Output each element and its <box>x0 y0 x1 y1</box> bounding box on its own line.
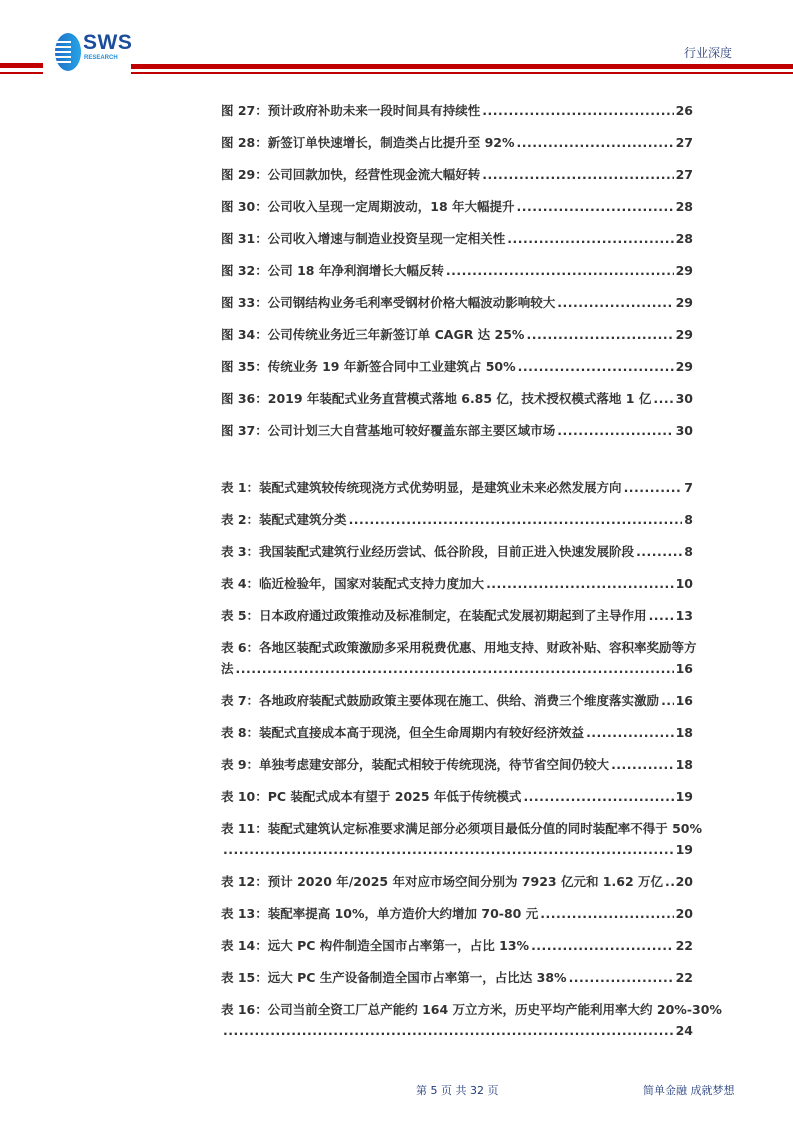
toc-entry-title: 表 7：各地政府装配式鼓励政策主要体现在施工、供给、消费三个维度落实激励 <box>221 693 660 708</box>
toc-entry-title: 表 6：各地区装配式政策激励多采用税费优惠、用地支持、财政补贴、容积率奖励等方 <box>221 640 697 655</box>
toc-entry-page: 13 <box>675 608 693 623</box>
dot-leader <box>569 967 674 988</box>
toc-entry[interactable] <box>221 690 693 711</box>
header-rule-left <box>0 63 43 68</box>
toc-entry[interactable] <box>221 420 693 441</box>
dot-leader <box>586 722 674 743</box>
toc-entry[interactable] <box>221 132 693 153</box>
toc-entry-title: 图 27：预计政府补助未来一段时间具有持续性 <box>221 103 481 118</box>
table-list <box>221 477 722 1041</box>
toc-entry[interactable] <box>221 637 697 679</box>
dot-leader <box>446 260 674 281</box>
header-rule-right-thin <box>131 72 793 74</box>
toc-entry-line <box>221 541 693 562</box>
toc-entry-page: 29 <box>675 359 693 374</box>
dot-leader <box>349 509 683 530</box>
toc-entry-line <box>221 818 703 839</box>
toc-entry-line <box>221 935 693 956</box>
toc-entry[interactable] <box>221 100 693 121</box>
toc-entry-page: 22 <box>675 938 693 953</box>
toc-entry-title: 表 11：装配式建筑认定标准要求满足部分必须项目最低分值的同时装配率不得于 50% <box>221 821 703 836</box>
toc-entry-page: 29 <box>675 295 693 310</box>
toc-entry[interactable] <box>221 722 693 743</box>
dot-leader <box>507 228 673 249</box>
toc-entry-page: 30 <box>675 423 693 438</box>
toc-entry-title: 图 36：2019 年装配式业务直营模式落地 6.85 亿，技术授权模式落地 1 亿 <box>221 391 652 406</box>
toc-entry[interactable] <box>221 164 693 185</box>
toc-entry-page: 26 <box>675 103 693 118</box>
toc-entry-line <box>221 100 693 121</box>
dot-leader <box>540 903 673 924</box>
dot-leader <box>523 786 673 807</box>
dot-leader <box>517 132 674 153</box>
toc-entry-title: 表 9：单独考虑建安部分，装配式相较于传统现浇，待节省空间仍较大 <box>221 757 610 772</box>
dot-leader <box>611 754 674 775</box>
toc-entry-line <box>221 196 693 217</box>
toc-entry[interactable] <box>221 324 693 345</box>
dot-leader <box>223 1020 674 1041</box>
toc-entry-title: 表 8：装配式直接成本高于现浇，但全生命周期内有较好经济效益 <box>221 725 585 740</box>
header-rule-right <box>131 64 793 69</box>
toc-entry-page: 8 <box>684 512 693 527</box>
toc-entry-page: 28 <box>675 231 693 246</box>
toc-entry[interactable] <box>221 871 693 892</box>
toc-entry-line <box>221 477 693 498</box>
toc-entry[interactable] <box>221 196 693 217</box>
logo-text: SWS <box>83 31 133 54</box>
toc-entry-line <box>221 509 693 530</box>
toc-entry[interactable] <box>221 388 693 409</box>
header-rule-left-thin <box>0 72 43 74</box>
toc-entry-line <box>221 637 697 658</box>
dot-leader <box>624 477 683 498</box>
toc-entry-title: 图 31：公司收入增速与制造业投资呈现一定相关性 <box>221 231 506 246</box>
toc-entry-line <box>221 754 693 775</box>
report-category: 行业深度 <box>683 46 732 60</box>
toc-entry-line <box>221 292 693 313</box>
toc-entry-title: 表 5：日本政府通过政策推动及标准制定，在装配式发展初期起到了主导作用 <box>221 608 647 623</box>
toc-entry-page: 24 <box>675 1023 693 1038</box>
dot-leader <box>517 196 674 217</box>
toc-entry-title: 图 37：公司计划三大自营基地可较好覆盖东部主要区域市场 <box>221 423 556 438</box>
toc-entry-title: 图 33：公司钢结构业务毛利率受钢材价格大幅波动影响较大 <box>221 295 556 310</box>
dot-leader <box>236 658 674 679</box>
logo-mark-icon <box>55 33 81 71</box>
toc-entry-line <box>221 967 693 988</box>
toc-entry-page: 7 <box>684 480 693 495</box>
toc-entry-line <box>221 228 693 249</box>
toc-entry[interactable] <box>221 228 693 249</box>
figure-list <box>221 100 693 441</box>
toc-entry[interactable] <box>221 935 693 956</box>
toc-entry-page: 30 <box>675 391 693 406</box>
toc-entry-line <box>221 871 693 892</box>
toc-entry-page: 18 <box>675 757 693 772</box>
toc-entry-line <box>221 999 722 1020</box>
toc-entry-page: 29 <box>675 263 693 278</box>
toc-entry-line <box>221 722 693 743</box>
toc-entry-line <box>221 605 693 626</box>
dot-leader <box>518 356 674 377</box>
dot-leader <box>482 100 673 121</box>
toc-entry[interactable] <box>221 260 693 281</box>
toc-entry-title: 表 4：临近检验年，国家对装配式支持力度加大 <box>221 576 485 591</box>
toc-entry-line <box>221 839 693 860</box>
toc-entry[interactable] <box>221 818 703 860</box>
dot-leader <box>531 935 674 956</box>
toc-entry[interactable] <box>221 786 693 807</box>
dot-leader <box>661 690 674 711</box>
toc-entry[interactable] <box>221 605 693 626</box>
dot-leader <box>557 292 673 313</box>
dot-leader <box>665 871 674 892</box>
toc-entry-line <box>221 388 693 409</box>
toc-entry[interactable] <box>221 903 693 924</box>
toc-entry-line <box>221 164 693 185</box>
toc-entry-page: 10 <box>675 576 693 591</box>
toc-entry-line <box>221 573 693 594</box>
toc-entry[interactable] <box>221 573 693 594</box>
toc-entry[interactable] <box>221 754 693 775</box>
toc-entry-title: 图 28：新签订单快速增长，制造类占比提升至 92% <box>221 135 515 150</box>
toc-entry[interactable] <box>221 292 693 313</box>
toc-entry-line <box>221 324 693 345</box>
toc-entry-page: 29 <box>675 327 693 342</box>
toc-entry-page: 19 <box>675 842 693 857</box>
toc-entry-line <box>221 1020 693 1041</box>
toc-entry[interactable] <box>221 541 693 562</box>
toc-entry-page: 28 <box>675 199 693 214</box>
toc-entry-title: 表 16：公司当前全资工厂总产能约 164 万立方米，历史平均产能利用率大约 20%-30% <box>221 1002 722 1017</box>
toc-entry-page: 27 <box>675 135 693 150</box>
toc-entry-line <box>221 356 693 377</box>
toc-entry-title: 图 29：公司回款加快，经营性现金流大幅好转 <box>221 167 481 182</box>
toc-entry-page: 19 <box>675 789 693 804</box>
dot-leader <box>636 541 682 562</box>
toc-entry[interactable] <box>221 967 693 988</box>
toc-entry[interactable] <box>221 477 693 498</box>
toc-entry-title: 图 32：公司 18 年净利润增长大幅反转 <box>221 263 444 278</box>
toc-entry-title: 图 30：公司收入呈现一定周期波动，18 年大幅提升 <box>221 199 515 214</box>
toc-entry-page: 8 <box>684 544 693 559</box>
toc-entry[interactable] <box>221 999 722 1041</box>
toc-entry-page: 16 <box>675 661 693 676</box>
dot-leader <box>557 420 673 441</box>
toc-entry-page: 16 <box>675 693 693 708</box>
toc-entry-title-cont: 法 <box>221 661 234 676</box>
toc-entry-page: 18 <box>675 725 693 740</box>
dot-leader <box>482 164 673 185</box>
sws-logo <box>55 33 185 75</box>
toc-entry-line <box>221 260 693 281</box>
toc-entry-title: 表 15：远大 PC 生产设备制造全国市占率第一，占比达 38% <box>221 970 567 985</box>
toc-entry[interactable] <box>221 356 693 377</box>
toc-entry-title: 图 35：传统业务 19 年新签合同中工业建筑占 50% <box>221 359 516 374</box>
toc-entry-line <box>221 420 693 441</box>
dot-leader <box>526 324 673 345</box>
toc-entry-line <box>221 786 693 807</box>
toc-entry[interactable] <box>221 509 693 530</box>
page-number: 第 5 页 共 32 页 <box>416 1084 499 1097</box>
dot-leader <box>653 388 673 409</box>
toc-entry-page: 20 <box>675 874 693 889</box>
toc-entry-page: 22 <box>675 970 693 985</box>
footer-slogan: 简单金融 成就梦想 <box>643 1084 735 1097</box>
dot-leader <box>486 573 674 594</box>
toc-entry-line <box>221 690 693 711</box>
toc-entry-title: 表 3：我国装配式建筑行业经历尝试、低谷阶段，目前正进入快速发展阶段 <box>221 544 635 559</box>
toc-entry-line <box>221 132 693 153</box>
toc-entry-title: 图 34：公司传统业务近三年新签订单 CAGR 达 25% <box>221 327 525 342</box>
toc-entry-line <box>221 658 693 679</box>
table-of-contents <box>221 100 722 1052</box>
toc-entry-title: 表 13：装配率提高 10%，单方造价大约增加 70-80 元 <box>221 906 539 921</box>
toc-entry-title: 表 12：预计 2020 年/2025 年对应市场空间分别为 7923 亿元和 1.62 万亿 <box>221 874 663 889</box>
dot-leader <box>649 605 674 626</box>
toc-entry-line <box>221 903 693 924</box>
toc-entry-title: 表 1：装配式建筑较传统现浇方式优势明显，是建筑业未来必然发展方向 <box>221 480 622 495</box>
toc-entry-page: 27 <box>675 167 693 182</box>
dot-leader <box>223 839 674 860</box>
toc-entry-page: 20 <box>675 906 693 921</box>
toc-entry-title: 表 10：PC 装配式成本有望于 2025 年低于传统模式 <box>221 789 522 804</box>
toc-entry-title: 表 14：远大 PC 构件制造全国市占率第一，占比 13% <box>221 938 530 953</box>
toc-entry-title: 表 2：装配式建筑分类 <box>221 512 347 527</box>
logo-subtext: RESEARCH <box>84 55 118 61</box>
